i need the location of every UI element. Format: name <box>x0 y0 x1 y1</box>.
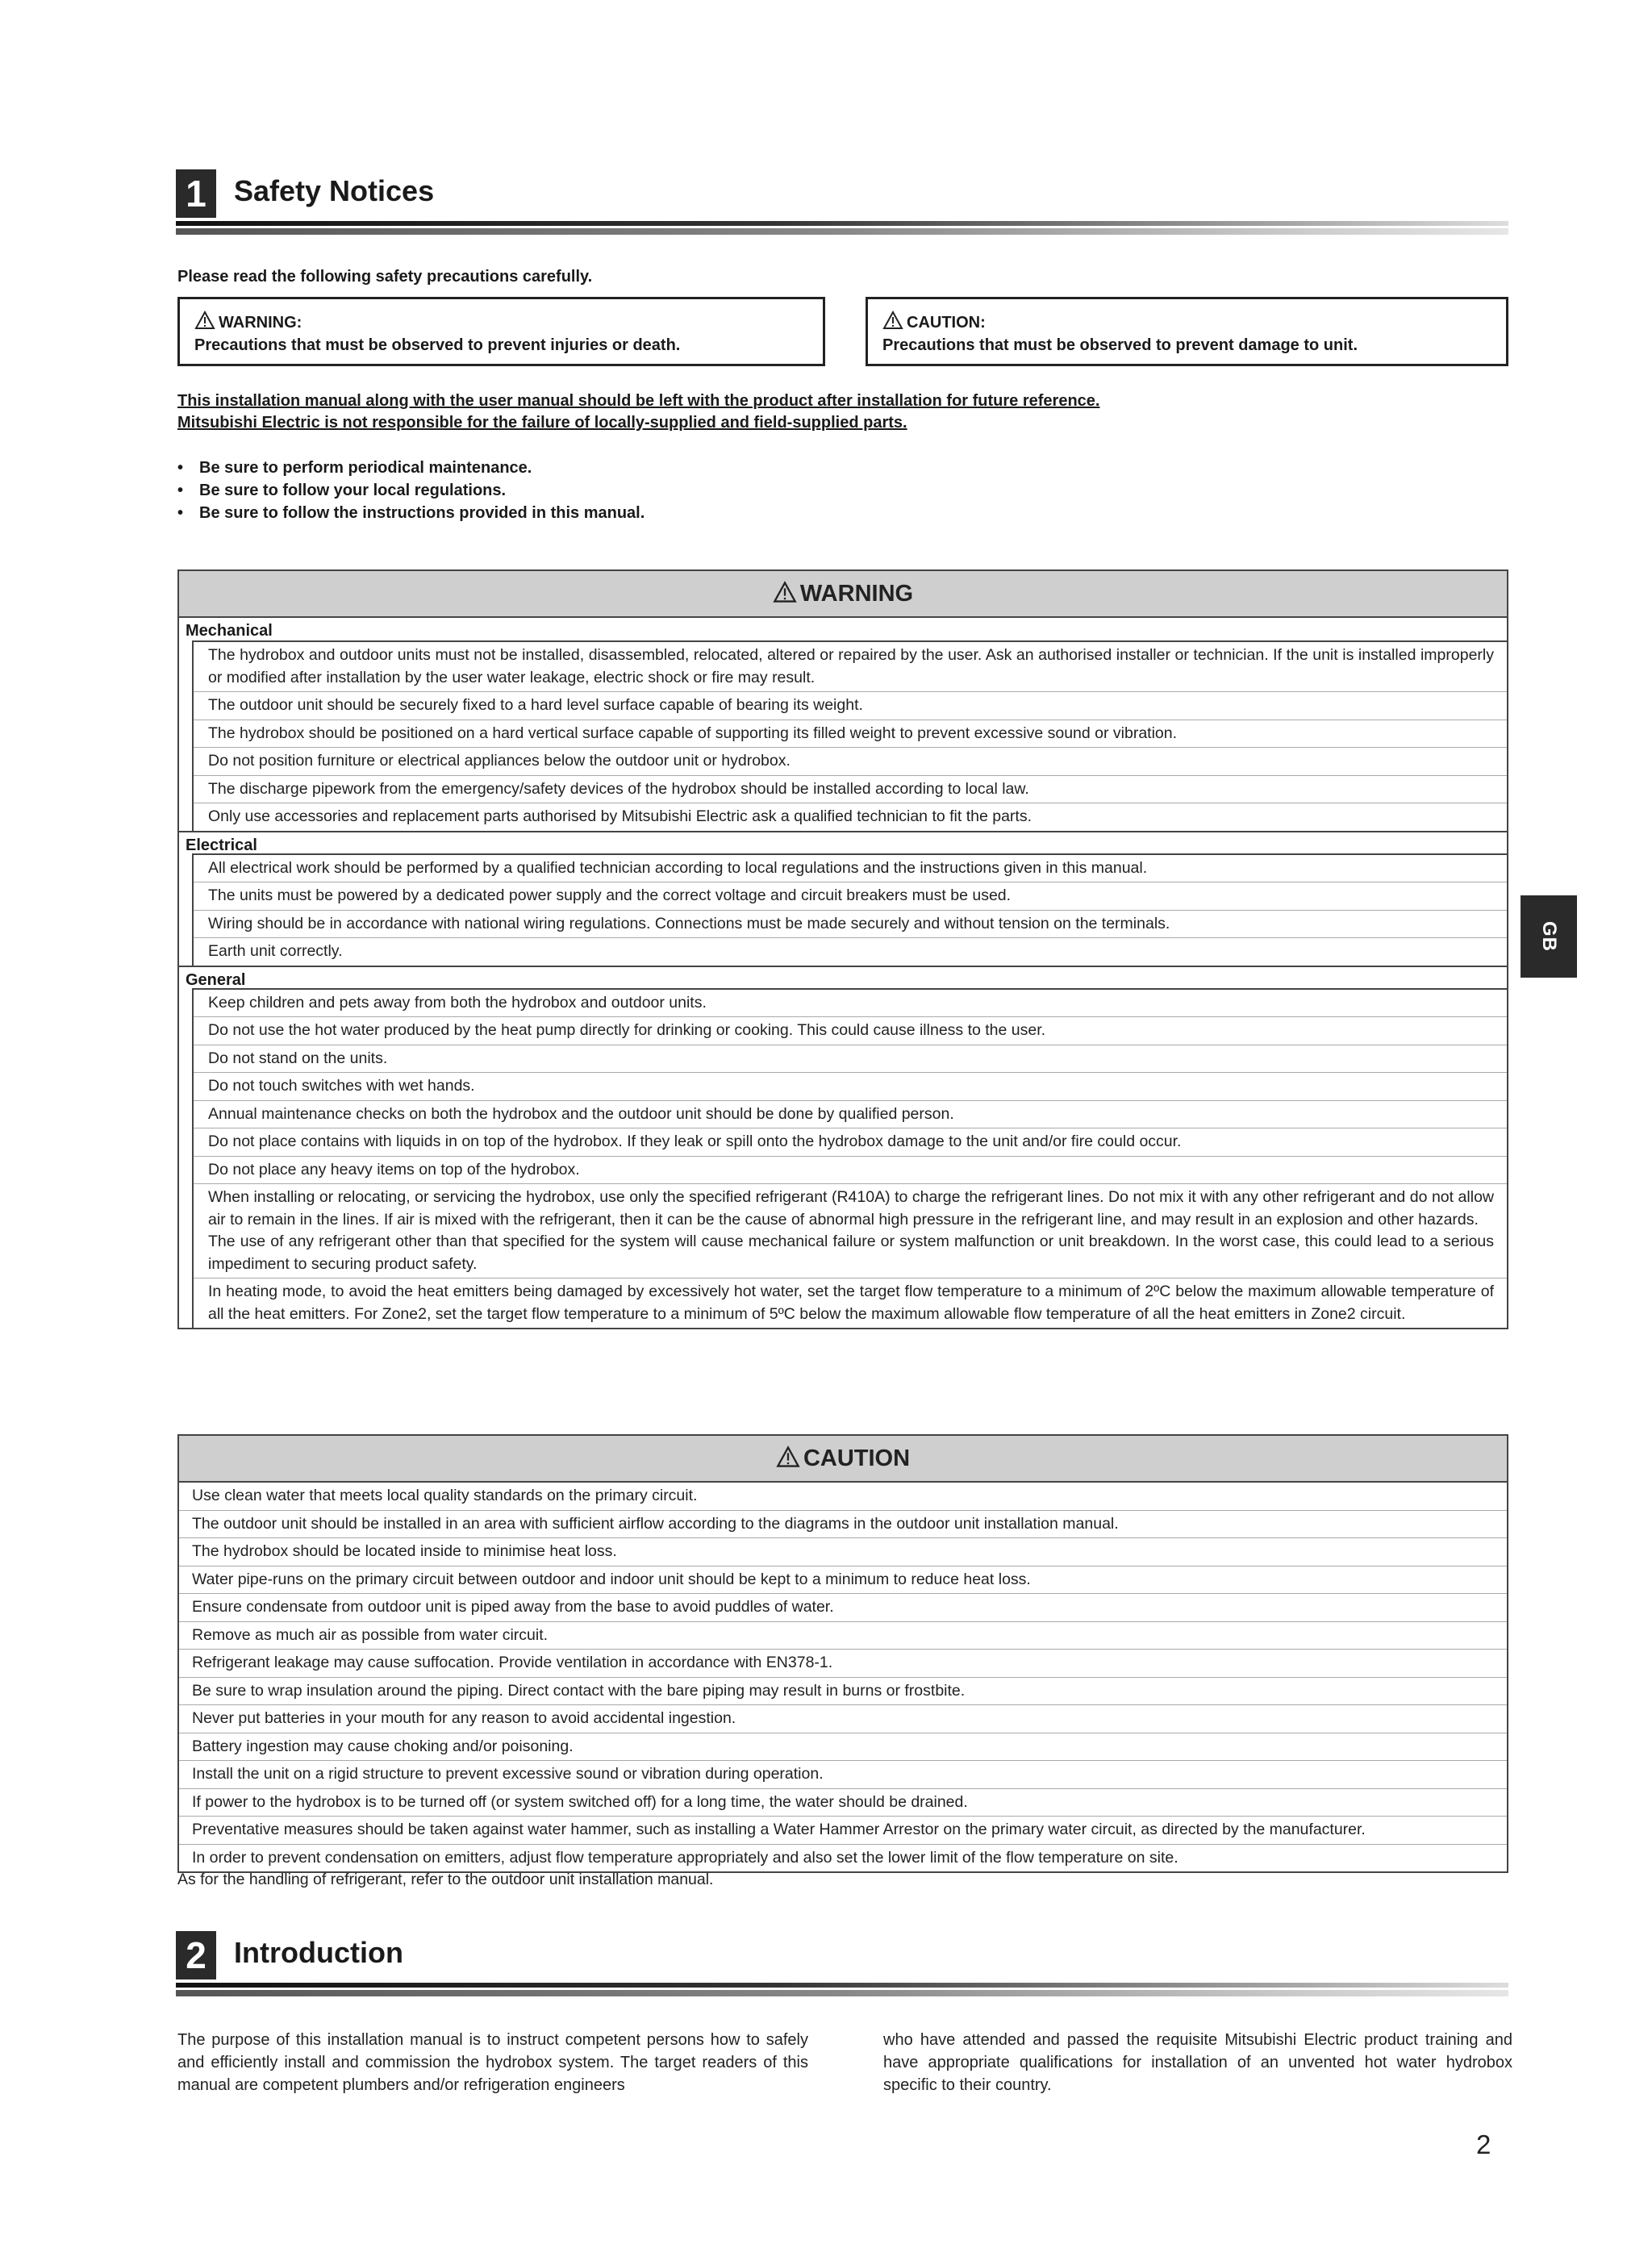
legend-warning-text: Precautions that must be observed to prevent injuries or death. <box>194 336 681 354</box>
caution-table-header <box>179 1436 1507 1483</box>
section-1-header <box>176 168 1508 221</box>
table-row: The outdoor unit should be securely fixed to a hard level surface capable of bearing its weight. <box>194 692 1507 720</box>
table-row: In heating mode, to avoid the heat emitters being damaged by excessively hot water, set the target flow temperature to a minimum of 2ºC below the maximum allowable temperature of all the heat emitters. For Zone2, set the target flow temperature to a minimum of 5ºC below the maximum allowable flow temperature of all the heat emitters in Zone2 circuit. <box>208 1283 1494 1323</box>
table-row: Do not touch switches with wet hands. <box>194 1073 1507 1101</box>
legend-caution-label: CAUTION: <box>907 314 986 332</box>
warning-table-header <box>179 571 1507 618</box>
caution-list <box>179 1483 1507 1871</box>
table-row: Battery ingestion may cause choking and/or poisoning. <box>179 1733 1507 1762</box>
warning-triangle-icon <box>194 311 215 330</box>
list-item: • Be sure to follow the instructions provided in this manual. <box>177 502 645 524</box>
header-rule <box>176 1983 1508 1988</box>
table-row: The hydrobox should be positioned on a hard vertical surface capable of supporting its filled weight to prevent excessive sound or vibration. <box>194 720 1507 749</box>
list-item: • Be sure to perform periodical maintenance. <box>177 457 645 479</box>
table-row: The discharge pipework from the emergency/safety devices of the hydrobox should be installed according to local law. <box>194 776 1507 804</box>
table-row: Never put batteries in your mouth for any reason to avoid accidental ingestion. <box>179 1705 1507 1733</box>
category-label: Electrical <box>179 831 1507 853</box>
table-row: Remove as much air as possible from water circuit. <box>179 1622 1507 1650</box>
refrigerant-note: As for the handling of refrigerant, refer to the outdoor unit installation manual. <box>177 1871 714 1888</box>
intro-line: Please read the following safety precautions carefully. <box>177 268 593 286</box>
section-number: 1 <box>176 169 216 218</box>
section-title: Introduction <box>234 1936 403 1969</box>
table-row: The outdoor unit should be installed in an area with sufficient airflow according to the diagrams in the outdoor unit installation manual. <box>179 1511 1507 1539</box>
language-tab <box>1521 895 1577 978</box>
table-row: Earth unit correctly. <box>208 942 343 960</box>
table-row: Wiring should be in accordance with national wiring regulations. Connections must be made securely and without tension on the terminals. <box>194 911 1507 939</box>
table-row: Ensure condensate from outdoor unit is piped away from the base to avoid puddles of water. <box>179 1594 1507 1622</box>
section-2-header <box>176 1929 1508 1983</box>
notes <box>177 390 1099 434</box>
table-row: Only use accessories and replacement parts authorised by Mitsubishi Electric ask a qualified technician to fit the parts. <box>208 807 1032 825</box>
legend-warning-label: WARNING: <box>219 314 302 332</box>
list-item: • Be sure to follow your local regulations. <box>177 479 645 502</box>
category-electrical <box>192 853 1507 966</box>
table-row: Use clean water that meets local quality standards on the primary circuit. <box>179 1483 1507 1511</box>
bullet-list <box>177 457 645 524</box>
header-rule-shade <box>176 228 1508 235</box>
header-rule <box>176 221 1508 226</box>
table-row: When installing or relocating, or servicing the hydrobox, use only the specified refrigerant (R410A) to charge the refrigerant lines. Do not mix it with any other refrigerant and do not allow air to remain in the lines. If air is mixed with the refrigerant, then it can be the cause of abnormal high pressure in the refrigerant line, and may result in an explosion and other hazards. The use of any refrigerant other than that specified for the system will cause mechanical failure or system malfunction or unit breakdown. In the worst case, this could lead to a serious impediment to securing product safety. <box>194 1184 1507 1279</box>
note-line: This installation manual along with the user manual should be left with the product after installation for future reference. <box>177 392 1100 410</box>
category-general <box>192 988 1507 1329</box>
warning-triangle-icon <box>773 581 797 603</box>
warning-table <box>177 569 1508 1329</box>
table-row: All electrical work should be performed by a qualified technician according to local regulations and the instructions given in this manual. <box>194 855 1507 883</box>
table-row: Install the unit on a rigid structure to prevent excessive sound or vibration during operation. <box>179 1761 1507 1789</box>
table-row: Do not stand on the units. <box>194 1045 1507 1074</box>
caution-table-title: CAUTION <box>803 1445 911 1471</box>
note-line: Mitsubishi Electric is not responsible for the failure of locally-supplied and field-supplied parts. <box>177 414 907 432</box>
section-title: Safety Notices <box>234 174 435 207</box>
table-row: Refrigerant leakage may cause suffocation. Provide ventilation in accordance with EN378-1. <box>179 1650 1507 1678</box>
page-number: 2 <box>1476 2130 1491 2159</box>
table-row: Water pipe-runs on the primary circuit between outdoor and indoor unit should be kept to a minimum to reduce heat loss. <box>179 1566 1507 1595</box>
caution-triangle-icon <box>882 311 903 330</box>
category-label: General <box>179 966 1507 988</box>
table-row: The units must be powered by a dedicated power supply and the correct voltage and circuit breakers must be used. <box>194 882 1507 911</box>
language-tab-label: GB <box>1538 921 1560 952</box>
table-row: Do not place any heavy items on top of the hydrobox. <box>194 1157 1507 1185</box>
header-rule-shade <box>176 1990 1508 1996</box>
legend-warning <box>177 297 825 366</box>
table-row: Do not use the hot water produced by the heat pump directly for drinking or cooking. This could cause illness to the user. <box>194 1017 1507 1045</box>
category-label: Mechanical <box>186 622 273 640</box>
warning-table-title: WARNING <box>799 581 914 607</box>
table-row: The hydrobox and outdoor units must not be installed, disassembled, relocated, altered or repaired by the user. Ask an authorised installer or technician. If the unit is installed improperly or modified after installation by the user water leakage, electric shock or fire may result. <box>194 642 1507 692</box>
table-row: The hydrobox should be located inside to minimise heat loss. <box>179 1538 1507 1566</box>
intro-paragraph-col1: The purpose of this installation manual is to instruct competent persons how to safely and efficiently install and commission the hydrobox system. The target readers of this manual are competent plumbers and/or refrigeration engineers <box>177 2031 808 2094</box>
section-number: 2 <box>176 1931 216 1979</box>
table-row: Be sure to wrap insulation around the piping. Direct contact with the bare piping may result in burns or frostbite. <box>179 1678 1507 1706</box>
caution-triangle-icon <box>776 1445 800 1468</box>
table-row: Keep children and pets away from both the hydrobox and outdoor units. <box>194 990 1507 1018</box>
category-mechanical <box>192 640 1507 831</box>
table-row: Do not place contains with liquids in on top of the hydrobox. If they leak or spill onto the hydrobox damage to the unit and/or fire could occur. <box>194 1128 1507 1157</box>
caution-table <box>177 1434 1508 1873</box>
intro-paragraph-col2: who have attended and passed the requisite Mitsubishi Electric product training and have appropriate qualifications for installation of an unvented hot water hydrobox specific to their country. <box>883 2031 1512 2094</box>
legend-caution-text: Precautions that must be observed to prevent damage to unit. <box>882 336 1358 354</box>
table-row: Do not position furniture or electrical appliances below the outdoor unit or hydrobox. <box>194 748 1507 776</box>
legend-caution <box>866 297 1508 366</box>
table-row: If power to the hydrobox is to be turned off (or system switched off) for a long time, the water should be drained. <box>179 1789 1507 1817</box>
table-row: Annual maintenance checks on both the hydrobox and the outdoor unit should be done by qualified person. <box>194 1101 1507 1129</box>
table-row: In order to prevent condensation on emitters, adjust flow temperature appropriately and also set the lower limit of the flow temperature on site. <box>192 1848 1179 1867</box>
table-row: Preventative measures should be taken against water hammer, such as installing a Water Hammer Arrestor on the primary water circuit, as directed by the manufacturer. <box>179 1817 1507 1845</box>
